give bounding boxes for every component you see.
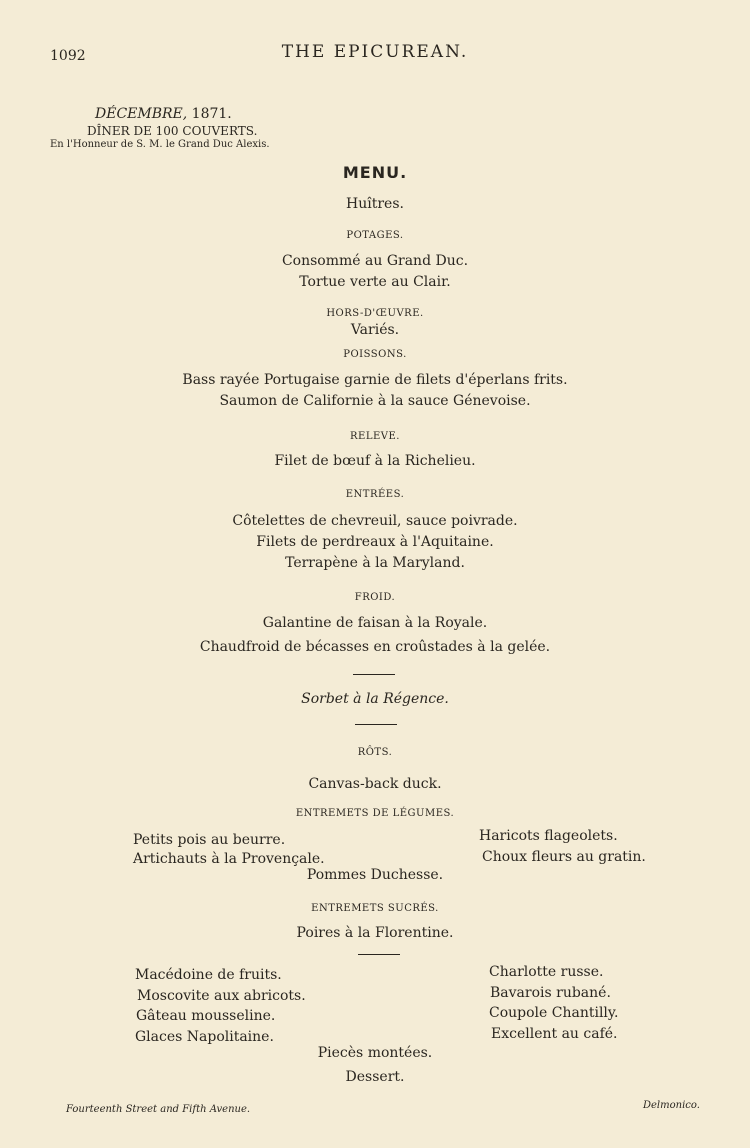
sucre-left-item: Glaces Napolitaine. [135, 1029, 274, 1045]
heading-entremets-sucres: ENTREMETS SUCRÉS. [311, 903, 439, 914]
froid-item: Galantine de faisan à la Royale. [262, 615, 488, 631]
potage-item: Tortue verte au Clair. [299, 274, 451, 290]
heading-potages: POTAGES. [346, 230, 404, 241]
honour-line: En l'Honneur de S. M. le Grand Duc Alexis. [50, 139, 270, 150]
rot-item: Canvas-back duck. [308, 776, 442, 792]
running-head: THE EPICUREAN. [281, 42, 469, 62]
event-year: 1871. [191, 106, 232, 122]
sucre-right-item: Coupole Chantilly. [489, 1005, 619, 1021]
sorbet-item: Sorbet à la Régence. [301, 691, 449, 707]
heading-froid: FROID. [354, 592, 396, 603]
hors-doeuvre-item: Variés. [350, 322, 400, 338]
sucre-right-item: Excellent au café. [491, 1026, 618, 1042]
course-huitres: Huîtres. [346, 196, 404, 212]
legume-left-item: Artichauts à la Provençale. [133, 851, 325, 867]
divider-rule [355, 724, 397, 725]
divider-rule [358, 954, 400, 955]
poisson-item: Bass rayée Portugaise garnie de filets d'éperlans frits. [182, 372, 568, 388]
event-month: DÉCEMBRE, [95, 106, 188, 122]
legume-right-item: Haricots flageolets. [479, 828, 618, 844]
legume-center-item: Pommes Duchesse. [306, 867, 444, 883]
sucre-right-item: Bavarois rubané. [490, 985, 611, 1001]
pieces-montees: Piecès montées. [317, 1045, 433, 1061]
sucre-left-item: Moscovite aux abricots. [137, 988, 306, 1004]
legume-right-item: Choux fleurs au gratin. [482, 849, 646, 865]
releve-item: Filet de bœuf à la Richelieu. [274, 453, 476, 469]
potage-item: Consommé au Grand Duc. [281, 253, 469, 269]
sucre-right-item: Charlotte russe. [489, 964, 604, 980]
heading-hors-doeuvre: HORS-D'ŒUVRE. [326, 308, 424, 319]
dessert-item: Dessert. [345, 1069, 405, 1085]
dinner-covers: DÎNER DE 100 COUVERTS. [87, 124, 258, 138]
heading-poissons: POISSONS. [343, 349, 407, 360]
sucre-center-item: Poires à la Florentine. [296, 925, 454, 941]
froid-item: Chaudfroid de bécasses en croûstades à la gelée. [199, 639, 551, 655]
entree-item: Terrapène à la Maryland. [285, 555, 465, 571]
heading-entremets-legumes: ENTREMETS DE LÉGUMES. [295, 808, 455, 819]
sucre-left-item: Macédoine de fruits. [135, 967, 282, 983]
heading-entrees: ENTRÉES. [345, 489, 405, 500]
divider-rule [353, 674, 395, 675]
sucre-left-item: Gâteau mousseline. [136, 1008, 276, 1024]
entree-item: Filets de perdreaux à l'Aquitaine. [256, 534, 494, 550]
heading-releve: RELEVE. [350, 431, 400, 442]
poisson-item: Saumon de Californie à la sauce Génevoise. [219, 393, 531, 409]
footer-address: Fourteenth Street and Fifth Avenue. [66, 1104, 251, 1115]
entree-item: Côtelettes de chevreuil, sauce poivrade. [232, 513, 518, 529]
legume-left-item: Petits pois au beurre. [133, 832, 286, 848]
page-number: 1092 [50, 48, 86, 64]
heading-rots: RÔTS. [357, 747, 393, 758]
menu-title: MENU. [342, 163, 408, 182]
event-date [95, 106, 232, 122]
footer-establishment: Delmonico. [643, 1100, 700, 1111]
